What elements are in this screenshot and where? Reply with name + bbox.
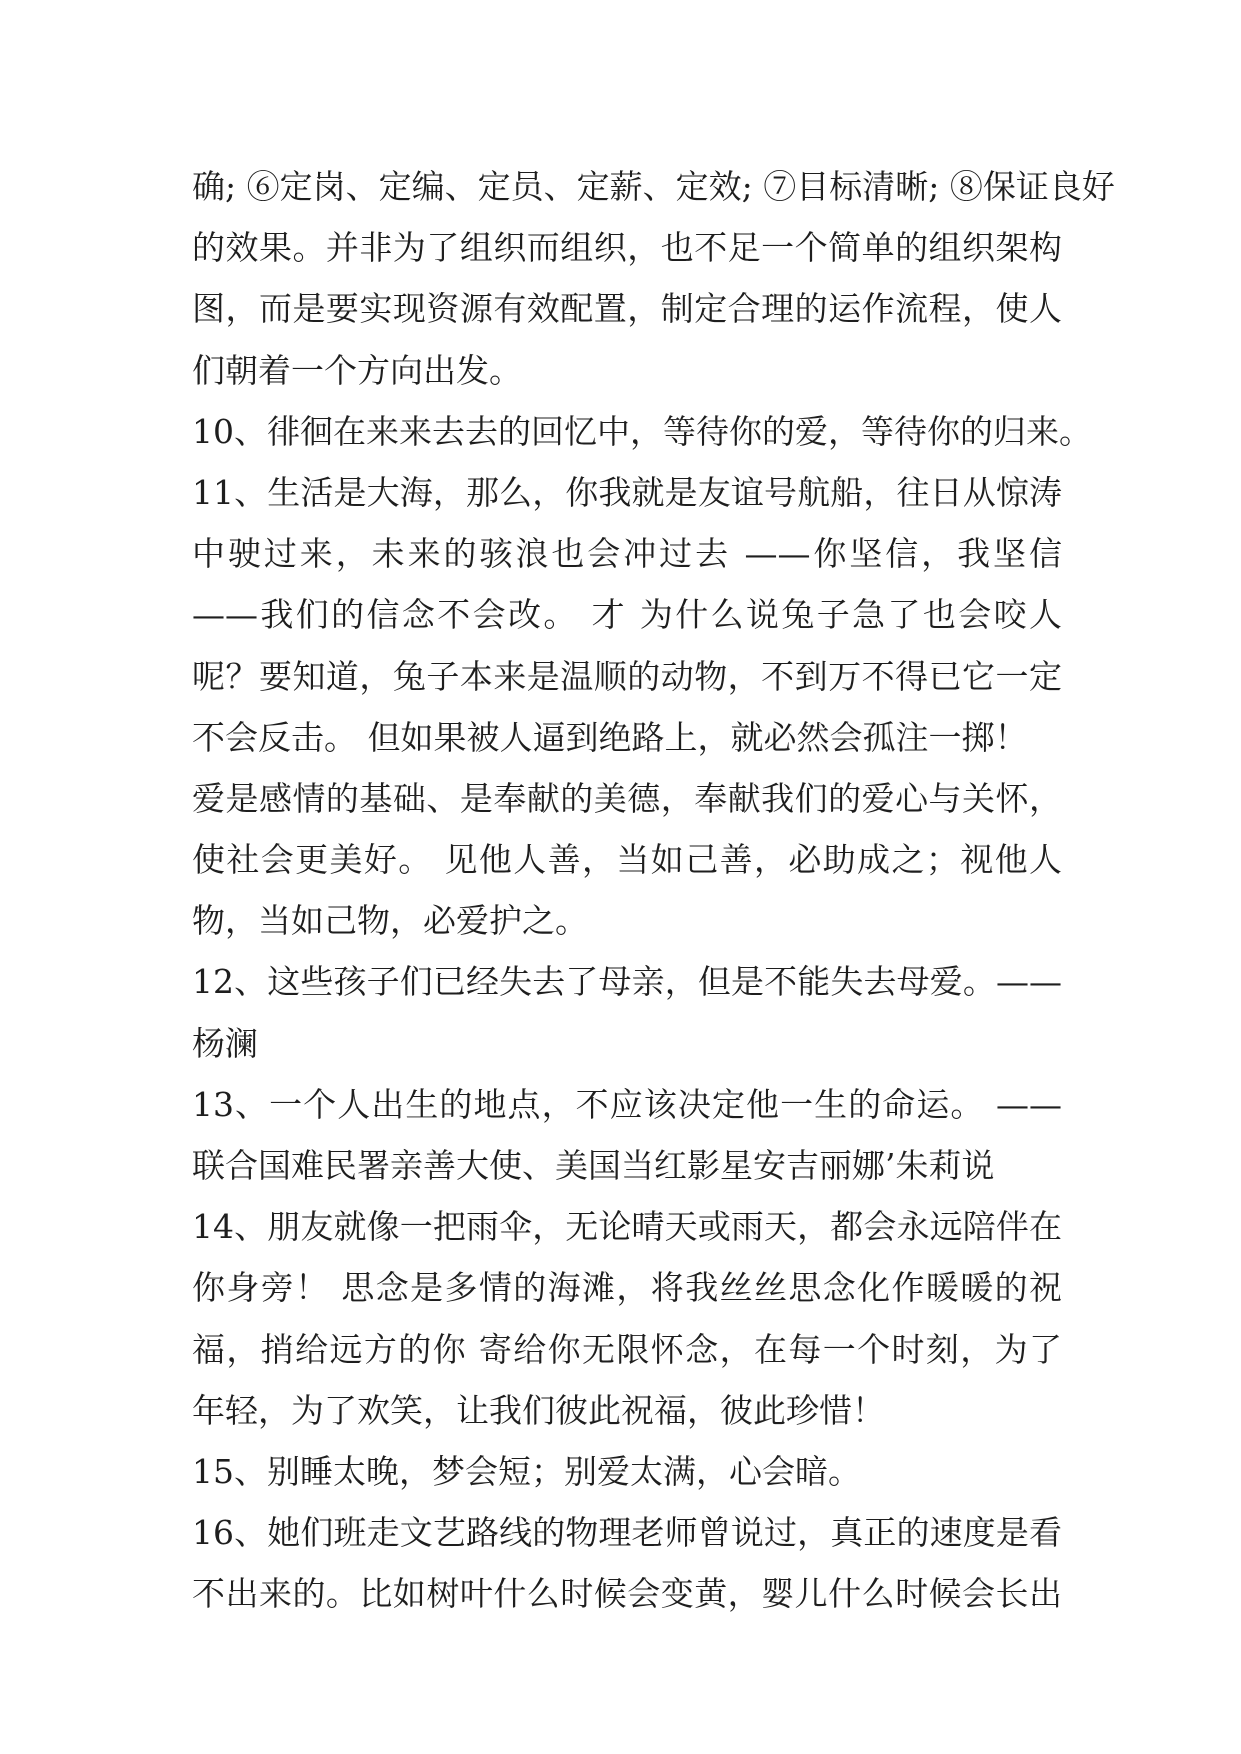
text-line: 15、别睡太晚，梦会短；别爱太满，心会暗。 xyxy=(192,1451,861,1491)
text-line: 们朝着一个方向出发。 xyxy=(192,350,522,390)
text-line: 确; ⑥定岗、定编、定员、定薪、定效; ⑦目标清晰; ⑧保证良好 xyxy=(192,167,1115,206)
text-line: 16、她们班走文艺路线的物理老师曾说过，真正的速度是看 xyxy=(192,1513,1062,1553)
text-line: 中驶过来，未来的骇浪也会冲过去 ——你坚信，我坚信 xyxy=(192,534,1062,574)
text-line: 的效果。并非为了组织而组织，也不足一个简单的组织架构 xyxy=(192,228,1062,268)
text-line: ——我们的信念不会改。 才 为什么说兔子急了也会咬人 xyxy=(192,595,1062,635)
document-body xyxy=(192,156,1115,1625)
text-line: 11、生活是大海，那么，你我就是友谊号航船，往日从惊涛 xyxy=(192,472,1062,512)
text-line: 年轻，为了欢笑，让我们彼此祝福，彼此珍惜！ xyxy=(192,1390,885,1430)
text-line: 12、这些孩子们已经失去了母亲，但是不能失去母爱。—— xyxy=(192,962,1062,1002)
text-line: 你身旁！ 思念是多情的海滩，将我丝丝思念化作暖暖的祝 xyxy=(192,1268,1062,1308)
text-line: 不出来的。比如树叶什么时候会变黄，婴儿什么时候会长出 xyxy=(192,1574,1062,1614)
text-line: 福，捎给远方的你 寄给你无限怀念，在每一个时刻，为了 xyxy=(192,1329,1062,1369)
text-line: 图，而是要实现资源有效配置，制定合理的运作流程，使人 xyxy=(192,289,1062,329)
text-line: 杨澜 xyxy=(192,1023,258,1063)
text-line: 使社会更美好。 见他人善，当如己善，必助成之；视他人 xyxy=(192,840,1062,880)
text-line: 呢？要知道，兔子本来是温顺的动物，不到万不得已它一定 xyxy=(192,656,1062,696)
text-line: 不会反击。 但如果被人逼到绝路上，就必然会孤注一掷！ xyxy=(192,717,1028,757)
text-line: 爱是感情的基础、是奉献的美德，奉献我们的爱心与关怀， xyxy=(192,778,1062,818)
text-line: 联合国难民署亲善大使、美国当红影星安吉丽娜’朱莉说 xyxy=(192,1146,995,1185)
text-line: 10、徘徊在来来去去的回忆中，等待你的爱，等待你的归来。 xyxy=(192,411,1092,451)
text-line: 物，当如己物，必爱护之。 xyxy=(192,901,588,941)
text-line: 13、一个人出生的地点，不应该决定他一生的命运。 —— xyxy=(192,1084,1062,1124)
text-line: 14、朋友就像一把雨伞，无论晴天或雨天，都会永远陪伴在 xyxy=(192,1207,1062,1247)
